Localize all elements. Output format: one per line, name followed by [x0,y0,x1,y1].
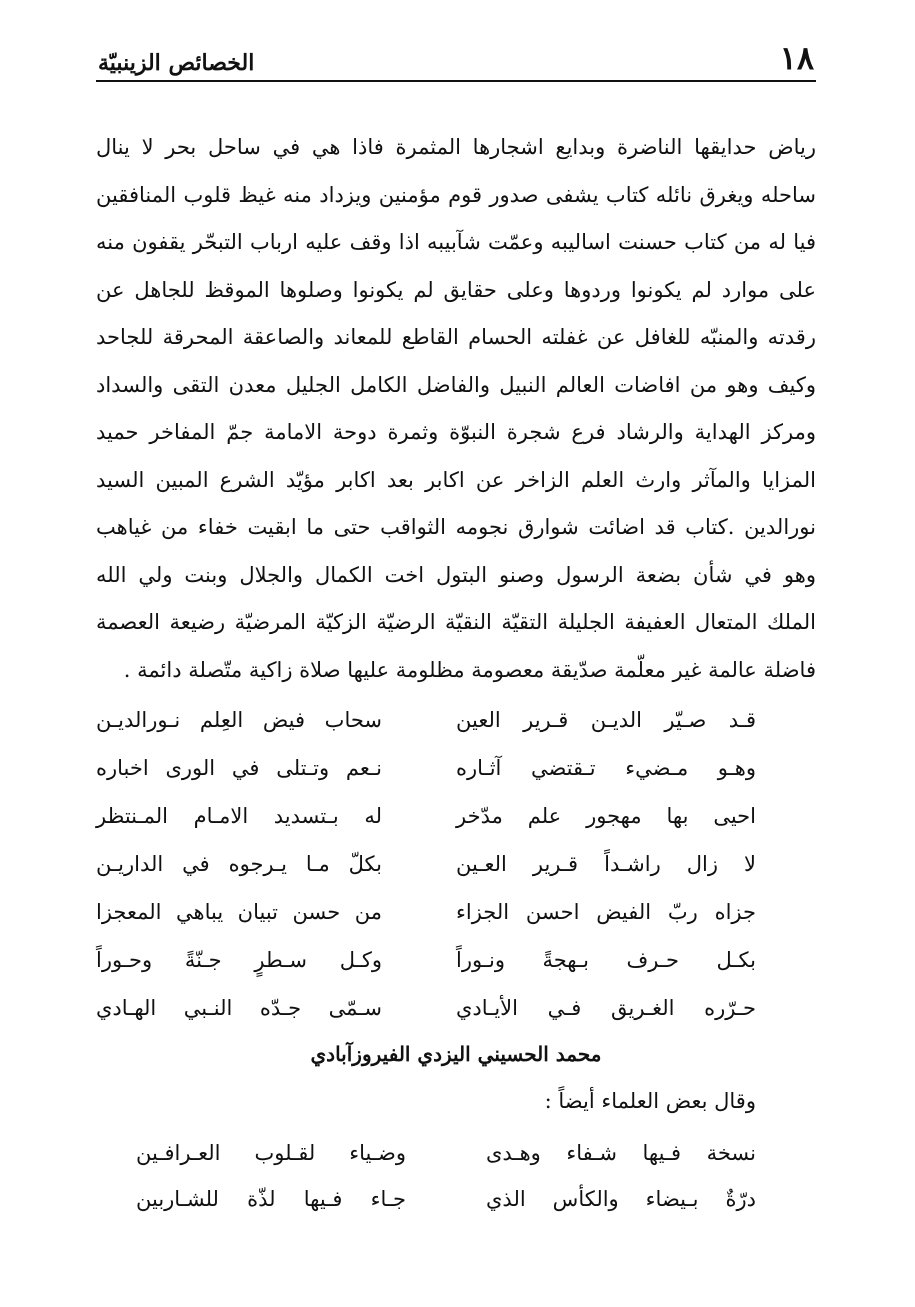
prose-line: رياض حدايقها الناضرة وبدايع اشجارها المثمرة فاذا هي في ساحل بحر لا ينال [96,135,816,159]
prose-line: فيا له من كتاب حسنت اساليبه وعمّت شآبيبه اذا وقف عليه ارباب التبحّر يقفون منه [96,230,816,254]
hemistich-first: وهـو مـضيء تـقتضي آثـاره [456,756,756,780]
verse [96,936,816,984]
hemistich-second: جـاء فـيها لذّة للشـاربين [136,1187,406,1211]
poem-intro: وقال بعض العلماء أيضاً : [544,1089,756,1113]
hemistich-second: سـمّى جـدّه النـبي الهـادي [96,996,382,1020]
verse [96,840,816,888]
prose-line: على موارد لم يكونوا وردوها وعلى حقايق لم يكونوا وصلوها الموقظ للجاهل عن [96,277,816,302]
verse [96,696,816,744]
verse [96,744,816,792]
hemistich-first: لا زال راشـداً قـرير العـين [456,852,756,876]
hemistich-second: سحاب فيض العِلم نـورالديـن [96,708,382,732]
verse [96,1176,816,1222]
prose-line: المزايا والمآثر وارث العلم الزاخر عن اكابر بعد اكابر مؤيّد الشرع المبين السيد [96,467,816,492]
verse [96,1130,816,1176]
prose-line: نورالدين .كتاب قد اضائت شوارق نجومه الثواقب حتى ما ابقيت خفاء من غياهب [96,515,816,539]
hemistich-first: قـد صـيّر الديـن قـرير العين [456,708,756,732]
hemistich-first: بكـل حـرف بـهجةً ونـوراً [456,948,756,972]
prose-line: وهو في شأن بضعة الرسول وصنو البتول اخت الكمال والجلال وبنت ولي الله [96,562,816,587]
hemistich-second: من حسن تبيان يباهي المعجزا [96,900,382,924]
prose-line: ومركز الهداية والرشاد فرع شجرة النبوّة وثمرة دوحة الامامة جمّ المفاخر حميد [96,420,816,444]
page-header [96,28,816,82]
hemistich-second: نـعم وتـتلى في الورى اخباره [96,756,382,780]
hemistich-second: وضـياء لقـلوب العـرافـين [136,1141,406,1165]
hemistich-second: وكـل سـطرٍ جـنّةً وحـوراً [96,948,382,972]
verse [96,984,816,1032]
poem-second [96,1130,816,1222]
page-number: ١٨ [779,39,814,77]
hemistich-first: حـرّره الغـريق فـي الأيـادي [456,996,756,1020]
book-page [96,28,816,1222]
poem [96,696,816,1032]
prose-line: الملك المتعال العفيفة الجليلة التقيّة النقيّة الرضيّة الزكيّة المرضيّة رضيعة العصمة [96,610,816,634]
prose-line: وكيف وهو من افاضات العالم النبيل والفاضل الكامل الجليل معدن التقى والسداد [96,372,816,397]
prose-line: ساحله ويغرق نائله كتاب يشفى صدور قوم مؤمنين ويزداد منه غيظ قلوب المنافقين [96,182,816,207]
verse [96,888,816,936]
hemistich-first: درّةٌ بـيضاء والكأس الذي [486,1187,756,1211]
prose-line: فاضلة عالمة غير معلّمة صدّيقة معصومة مظلومة عليها صلاة زاكية متّصلة دائمة . [123,657,816,682]
hemistich-first: جزاه ربّ الفيض احسن الجزاء [456,900,756,924]
poet-signature: محمد الحسيني اليزدي الفيروزآبادي [310,1042,602,1066]
hemistich-first: نسخة فـيها شـفاء وهـدى [486,1141,756,1165]
hemistich-second: له بـتسديد الامـام المـنتظر [96,804,382,828]
hemistich-first: احيى بها مهجور علم مدّخر [456,804,756,828]
running-title: الخصائص الزينبيّة [98,50,255,76]
verse [96,792,816,840]
prose-line: رقدته والمنبّه للغافل عن غفلته الحسام القاطع للمعاند والصاعقة المحرقة للجاحد [96,325,816,349]
prose-block [96,124,816,694]
hemistich-second: بكلّ مـا يـرجوه في الداريـن [96,852,382,876]
